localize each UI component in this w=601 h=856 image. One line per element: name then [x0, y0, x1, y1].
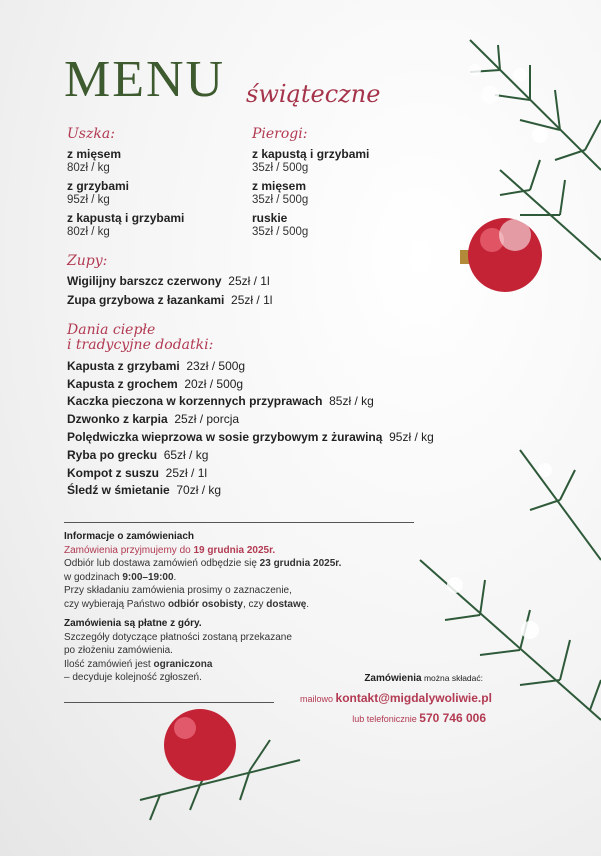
- uszka-item: [67, 212, 184, 239]
- item-price: 80zł / kg: [67, 226, 110, 239]
- item-price: 65zł / kg: [163, 447, 209, 462]
- item-name: Kapusta z grochem: [67, 376, 178, 391]
- snow-tufts-top: [469, 64, 548, 143]
- item-name: Kompot z suszu: [67, 465, 159, 480]
- contact-label-bold: Zamówienia: [364, 673, 422, 684]
- dania-item: [67, 431, 434, 445]
- item-name: z mięsem: [67, 147, 122, 162]
- item-price: 23zł / 500g: [186, 358, 246, 373]
- info-line: [64, 598, 444, 612]
- info-text: Odbiór lub dostawa zamówień odbędzie się: [64, 558, 260, 569]
- item-price: 25zł / 1l: [165, 465, 208, 480]
- zupy-section: [67, 254, 272, 308]
- divider-bottom: [64, 702, 274, 703]
- uszka-item: [67, 148, 184, 175]
- info-line: [64, 571, 444, 585]
- item-name: Ryba po grecku: [67, 447, 158, 462]
- info-text: Ilość zamówień jest: [64, 658, 154, 670]
- item-name: Dzwonko z karpia: [67, 412, 168, 427]
- uszka-heading: Uszka:: [67, 126, 115, 142]
- dania-heading-line1: Dania ciepłe: [67, 322, 156, 338]
- menu-title: MENU: [64, 51, 226, 108]
- item-name: z grzybami: [67, 179, 130, 194]
- info-line: po złożeniu zamówienia.: [64, 645, 173, 656]
- item-price: 95zł / kg: [67, 194, 110, 207]
- info-text: w godzinach: [64, 571, 123, 583]
- pierogi-item: [252, 180, 369, 207]
- dania-item: [67, 449, 434, 463]
- menu-subtitle: świąteczne: [246, 80, 381, 108]
- item-name: z mięsem: [252, 179, 307, 194]
- contact-phone-line: [300, 709, 486, 727]
- item-price: 85zł / kg: [329, 394, 374, 409]
- dania-item: [67, 484, 434, 498]
- info-text: , czy: [242, 598, 267, 610]
- contact-mail-line: [300, 689, 492, 707]
- zupy-heading: Zupy:: [67, 253, 108, 269]
- item-price: 20zł / 500g: [184, 376, 244, 391]
- uszka-item: [67, 180, 184, 207]
- contact-label-rest: można składać:: [421, 673, 483, 683]
- info-date: 19 grudnia 2025r.: [193, 544, 276, 556]
- info-section: [64, 530, 444, 685]
- item-name: Zupa grzybowa z łazankami: [67, 293, 225, 308]
- info-heading: Informacje o zamówieniach: [64, 531, 195, 542]
- info-line: [64, 658, 444, 672]
- info-line: Przy składaniu zamówienia prosimy o zaznaczenie,: [64, 585, 292, 596]
- snow-tufts-bottom: [447, 463, 552, 639]
- item-name: Polędwiczka wieprzowa w sosie grzybowym z żurawiną: [67, 429, 383, 444]
- item-price: 25zł / 1l: [228, 274, 270, 289]
- item-price: 35zł / 500g: [252, 194, 309, 207]
- info-hours: 9:00–19:00: [122, 571, 174, 583]
- info-line: [64, 557, 444, 571]
- dania-item: [67, 413, 434, 427]
- item-price: 70zł / kg: [176, 483, 222, 498]
- divider-top: [64, 522, 414, 523]
- red-bauble-top: [460, 218, 542, 292]
- red-bauble-bottom: [164, 709, 236, 781]
- contact-label: [364, 672, 483, 686]
- info-bold: odbiór osobisty: [167, 598, 243, 610]
- info-line: Szczegóły dotyczące płatności zostaną przekazane: [64, 631, 292, 643]
- pierogi-section: [252, 127, 369, 239]
- email-link[interactable]: kontakt@migdalywoliwie.pl: [335, 691, 492, 705]
- pierogi-item: [252, 212, 369, 239]
- info-bold: ograniczona: [153, 658, 213, 670]
- dania-heading-line2: i tradycyjne dodatki:: [67, 337, 214, 354]
- item-name: Wigilijny barszcz czerwony: [67, 274, 222, 289]
- pierogi-item: [252, 148, 369, 175]
- item-name: ruskie: [252, 211, 288, 226]
- info-text: .: [173, 571, 177, 583]
- pierogi-heading: Pierogi:: [252, 126, 308, 142]
- dania-item: [67, 467, 434, 481]
- info-date: 23 grudnia 2025r.: [259, 558, 342, 569]
- contact-section: [364, 672, 483, 686]
- item-name: z kapustą i grzybami: [252, 147, 370, 162]
- uszka-section: [67, 127, 184, 239]
- info-line: [64, 544, 444, 558]
- item-name: Kapusta z grzybami: [67, 358, 180, 373]
- info-line: – decyduje kolejność zgłoszeń.: [64, 672, 202, 683]
- item-price: 80zł / kg: [67, 162, 110, 175]
- item-price: 35zł / 500g: [252, 162, 309, 175]
- dania-item: [67, 360, 434, 374]
- dania-item: [67, 378, 434, 392]
- zupy-item: [67, 275, 272, 289]
- dania-item: [67, 395, 434, 409]
- dania-section: [67, 323, 434, 498]
- info-text: czy wybierają Państwo: [64, 598, 168, 610]
- info-text: Zamówienia przyjmujemy do: [64, 544, 194, 556]
- info-text: .: [306, 598, 310, 610]
- item-price: 35zł / 500g: [252, 226, 309, 239]
- phone-link[interactable]: 570 746 006: [419, 711, 486, 725]
- item-name: z kapustą i grzybami: [67, 211, 185, 226]
- zupy-item: [67, 294, 272, 308]
- item-name: Śledź w śmietanie: [67, 483, 170, 498]
- info-paid-heading: Zamówienia są płatne z góry.: [64, 618, 202, 629]
- item-price: 25zł / 1l: [231, 293, 273, 308]
- phone-label: lub telefonicznie: [352, 714, 420, 724]
- info-bold: dostawę: [266, 598, 307, 610]
- item-name: Kaczka pieczona w korzennych przyprawach: [67, 394, 323, 409]
- item-price: 25zł / porcja: [174, 412, 240, 427]
- mail-label: mailowo: [300, 694, 336, 704]
- item-price: 95zł / kg: [389, 429, 434, 444]
